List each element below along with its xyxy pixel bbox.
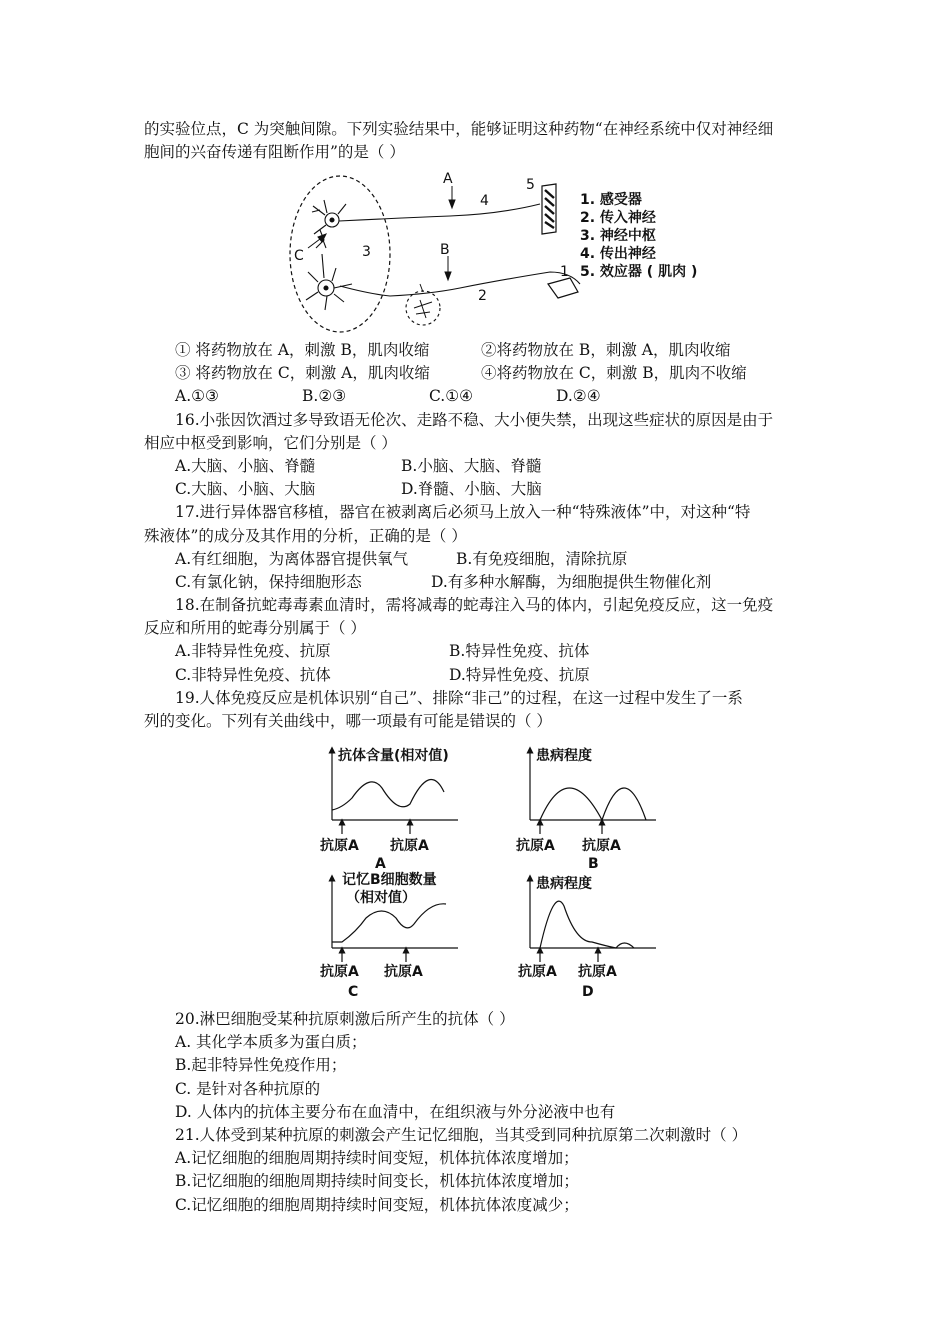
q15-choice-b: B.②③ bbox=[302, 387, 347, 406]
graph-b-ylabel: 患病程度 bbox=[536, 748, 592, 764]
q21-option-c: C.记忆细胞的细胞周期持续时间变短，机体抗体浓度减少； bbox=[175, 1195, 579, 1214]
graph-a-x2: 抗原A bbox=[390, 838, 429, 854]
label-C: C bbox=[294, 248, 304, 264]
graph-d-x1: 抗原A bbox=[518, 964, 557, 980]
receptor-skin bbox=[548, 278, 578, 298]
q20-option-c: C. 是针对各种抗原的 bbox=[175, 1079, 321, 1098]
q15-stem-line-2: 胞间的兴奋传递有阻断作用”的是（ ） bbox=[144, 143, 405, 162]
graph-d-letter: D bbox=[582, 984, 594, 1000]
graph-d-curve bbox=[540, 901, 634, 948]
q17-option-c: C.有氯化钠，保持细胞形态 bbox=[175, 572, 362, 591]
graph-c-ylabel-1: 记忆B细胞数量 bbox=[342, 872, 437, 888]
lower-neuron bbox=[306, 254, 580, 310]
q15-option-1: ① 将药物放在 A，刺激 B，肌肉收缩 bbox=[175, 341, 430, 359]
q16-option-d: D.脊髓、小脑、大脑 bbox=[401, 480, 542, 499]
q18-stem-2: 反应和所用的蛇毒分别属于（ ） bbox=[144, 619, 366, 638]
q21-stem: 21.人体受到某种抗原的刺激会产生记忆细胞，当其受到同种抗原第二次刺激时（ ） bbox=[175, 1125, 748, 1144]
q18-stem-1: 18.在制备抗蛇毒毒素血清时，需将减毒的蛇毒注入马的体内，引起免疫反应，这一免疫 bbox=[175, 596, 774, 615]
label-5: 5 bbox=[526, 177, 535, 193]
label-2: 2 bbox=[478, 288, 487, 304]
q17-option-d: D.有多种水解酶，为细胞提供生物催化剂 bbox=[431, 572, 712, 591]
legend-5: 5. 效应器 ( 肌肉 ) bbox=[580, 264, 698, 280]
graph-c-x2: 抗原A bbox=[384, 964, 423, 980]
legend-4: 4. 传出神经 bbox=[580, 246, 656, 262]
q17-option-a: A.有红细胞，为离体器官提供氧气 bbox=[175, 549, 409, 568]
q18-option-a: A.非特异性免疫、抗原 bbox=[175, 642, 331, 661]
q15-choice-d: D.②④ bbox=[556, 387, 601, 406]
q20-option-b: B.起非特异性免疫作用； bbox=[175, 1056, 347, 1075]
graph-d-x2: 抗原A bbox=[578, 964, 617, 980]
reflex-arc-diagram bbox=[280, 168, 720, 338]
q17-stem-1: 17.进行异体器官移植，器官在被剥离后必须马上放入一种“特殊液体”中，对这种“特 bbox=[175, 503, 751, 522]
q16-option-a: A.大脑、小脑、脊髓 bbox=[175, 456, 316, 475]
graph-b-letter: B bbox=[588, 856, 599, 872]
q17-stem-2: 殊液体”的成分及其作用的分析，正确的是（ ） bbox=[144, 526, 467, 545]
graph-b-curve bbox=[540, 788, 646, 820]
label-3: 3 bbox=[362, 244, 371, 260]
q15-option-4: ④将药物放在 C，刺激 B，肌肉不收缩 bbox=[481, 364, 747, 383]
legend-2: 2. 传入神经 bbox=[580, 210, 656, 226]
q16-stem-1: 16.小张因饮酒过多导致语无伦次、走路不稳、大小便失禁，出现这些症状的原因是由于 bbox=[175, 410, 774, 429]
label-1: 1 bbox=[560, 264, 569, 280]
graph-c-ylabel-2: （相对值） bbox=[346, 890, 416, 906]
q15-option-2: ②将药物放在 B，刺激 A，肌肉收缩 bbox=[481, 341, 731, 359]
graph-a-x1: 抗原A bbox=[320, 838, 359, 854]
q16-option-c: C.大脑、小脑、大脑 bbox=[175, 480, 316, 499]
q21-option-b: B.记忆细胞的细胞周期持续时间变长，机体抗体浓度增加； bbox=[175, 1172, 579, 1191]
upper-neuron bbox=[312, 200, 540, 248]
label-B: B bbox=[440, 242, 450, 258]
q20-stem: 20.淋巴细胞受某种抗原刺激后所产生的抗体（ ） bbox=[175, 1010, 515, 1028]
q15-option-3: ③ 将药物放在 C，刺激 A，肌肉收缩 bbox=[175, 364, 430, 383]
label-4: 4 bbox=[480, 193, 489, 209]
legend-3: 3. 神经中枢 bbox=[580, 228, 656, 244]
q16-option-b: B.小脑、大脑、脊髓 bbox=[401, 456, 542, 475]
q18-option-b: B.特异性免疫、抗体 bbox=[449, 642, 590, 661]
immune-curves-figure bbox=[320, 742, 680, 1002]
graph-a-curve bbox=[332, 780, 444, 811]
q21-option-a: A.记忆细胞的细胞周期持续时间变短，机体抗体浓度增加； bbox=[175, 1149, 579, 1168]
graph-a-ylabel: 抗体含量(相对值) bbox=[338, 748, 449, 764]
graph-c-letter: C bbox=[348, 984, 359, 1000]
graph-c-curve bbox=[332, 904, 446, 942]
q16-stem-2: 相应中枢受到影响，它们分别是（ ） bbox=[144, 433, 397, 452]
label-A: A bbox=[443, 171, 453, 187]
q15-choice-c: C.①④ bbox=[429, 387, 474, 406]
graph-a-letter: A bbox=[375, 856, 386, 872]
q17-option-b: B.有免疫细胞，清除抗原 bbox=[456, 549, 628, 568]
q20-option-d: D. 人体内的抗体主要分布在血清中，在组织液与外分泌液中也有 bbox=[175, 1102, 616, 1121]
nerve-center-ellipse bbox=[290, 176, 390, 332]
effector-muscle bbox=[542, 184, 556, 234]
q19-stem-1: 19.人体免疫反应是机体识别“自己”、排除“非己”的过程，在这一过程中发生了一系 bbox=[175, 688, 743, 707]
q15-choice-a: A.①③ bbox=[175, 387, 219, 406]
legend-1: 1. 感受器 bbox=[580, 192, 642, 208]
q19-stem-2: 列的变化。下列有关曲线中，哪一项最有可能是错误的（ ） bbox=[144, 712, 552, 730]
q18-option-d: D.特异性免疫、抗原 bbox=[449, 665, 590, 684]
q15-stem-line-1: 的实验位点，C 为突触间隙。下列实验结果中，能够证明这种药物“在神经系统中仅对神经细 bbox=[144, 120, 774, 138]
questions-20-21 bbox=[144, 1008, 812, 1217]
graph-b-x1: 抗原A bbox=[516, 838, 555, 854]
graph-d-ylabel: 患病程度 bbox=[536, 876, 592, 892]
q20-option-a: A. 其化学本质多为蛋白质； bbox=[175, 1033, 367, 1052]
question-sheet bbox=[144, 118, 812, 164]
questions-15-19 bbox=[144, 339, 812, 733]
graph-b-x2: 抗原A bbox=[582, 838, 621, 854]
q18-option-c: C.非特异性免疫、抗体 bbox=[175, 665, 331, 684]
graph-c-x1: 抗原A bbox=[320, 964, 359, 980]
